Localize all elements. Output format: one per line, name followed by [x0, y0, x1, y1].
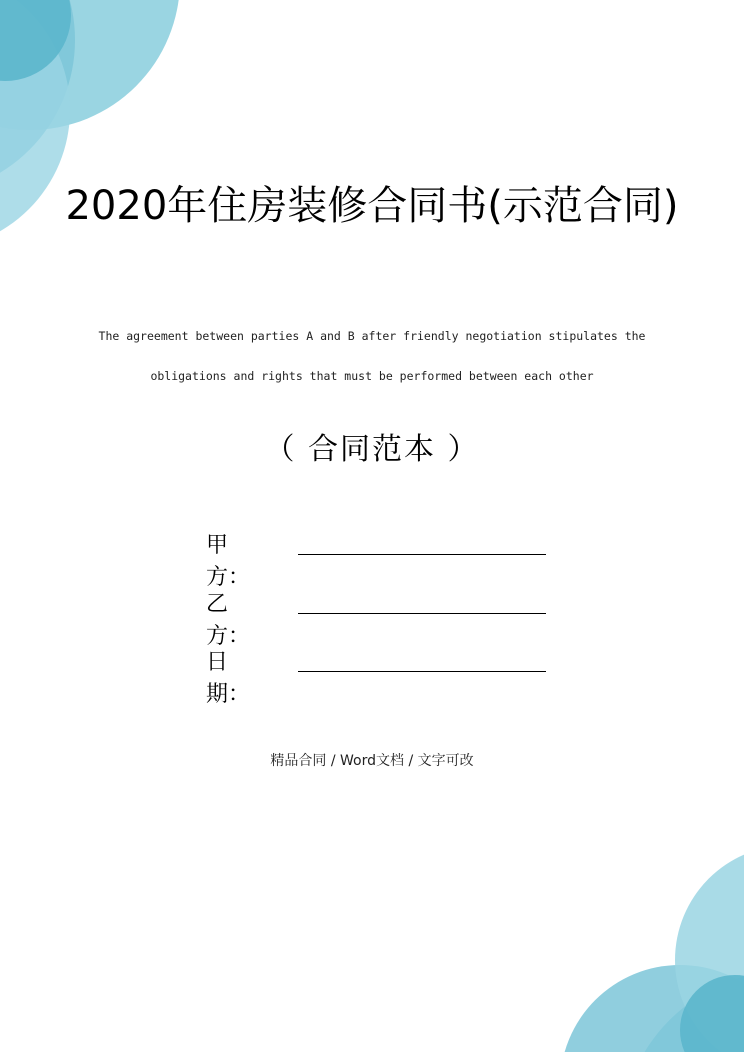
- party-a-blank-line: [298, 554, 546, 555]
- subtitle-line-2: obligations and rights that must be performed between each other: [150, 369, 594, 383]
- document-footer: 精品合同 / Word文档 / 文字可改: [270, 753, 474, 769]
- party-b-label: 乙 方：: [206, 592, 251, 649]
- party-b-blank-line: [298, 613, 546, 614]
- document-title: 2020年住房装修合同书(示范合同): [65, 183, 679, 229]
- date-blank-line: [298, 671, 546, 672]
- party-a-field: [206, 530, 290, 590]
- party-a-label: 甲 方：: [206, 533, 251, 590]
- date-label: 日 期：: [206, 650, 251, 707]
- contract-template-label: （ 合同范本 ）: [264, 432, 480, 467]
- subtitle-line-1: The agreement between parties A and B after friendly negotiation stipulates the: [98, 329, 646, 343]
- date-field: [206, 647, 290, 707]
- party-b-field: [206, 589, 290, 649]
